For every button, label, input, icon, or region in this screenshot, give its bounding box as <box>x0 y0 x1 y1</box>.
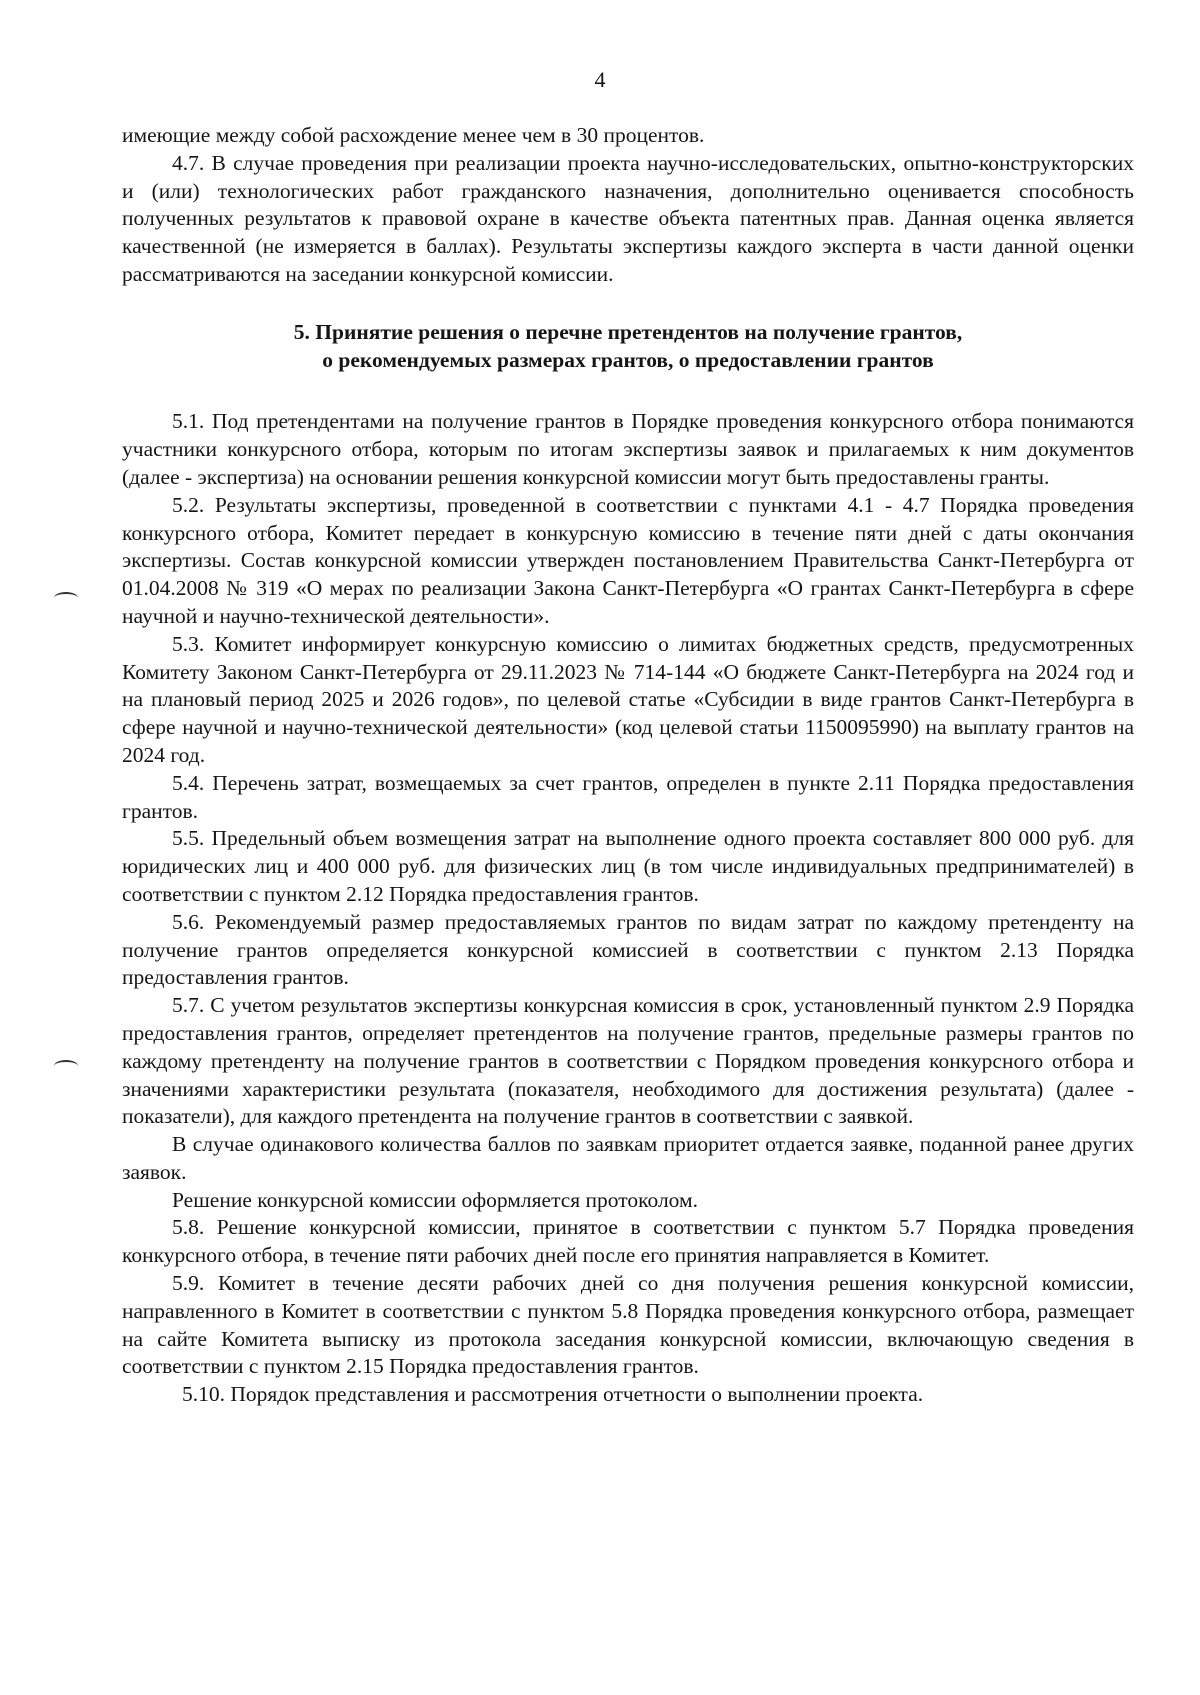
margin-pen-mark <box>54 592 78 604</box>
section-title <box>122 319 1134 375</box>
document-body <box>122 122 1134 1409</box>
margin-pen-mark <box>54 1060 78 1072</box>
paragraph-4-7: 4.7. В случае проведения при реализации проекта научно-исследовательских, опытно-конструкторских и (или) технологических работ гражданского назначения, дополнительно оценивается способность полученных результатов к правовой охране в качестве объекта патентных прав. Данная оценка является качественной (не измеряется в баллах). Результаты экспертизы каждого эксперта в части данной оценки рассматриваются на заседании конкурсной комиссии. <box>122 150 1134 286</box>
paragraph-protocol: Решение конкурсной комиссии оформляется протоколом. <box>172 1187 698 1212</box>
paragraph-5-8: 5.8. Решение конкурсной комиссии, принятое в соответствии с пунктом 5.7 Порядка проведения конкурсного отбора, в течение пяти рабочих дней после его принятия направляется в Комитет. <box>122 1215 1134 1268</box>
paragraph-continuation: имеющие между собой расхождение менее чем в 30 процентов. <box>122 123 705 147</box>
paragraph-5-10: 5.10. Порядок представления и рассмотрения отчетности о выполнении проекта. <box>182 1382 924 1407</box>
paragraph-5-1: 5.1. Под претендентами на получение грантов в Порядке проведения конкурсного отбора понимаются участники конкурсного отбора, которым по итогам экспертизы заявок и прилагаемых к ним документов (далее - экспертиза) на основании решения конкурсной комиссии могут быть предоставлены гранты. <box>122 409 1134 489</box>
paragraph-5-7: 5.7. С учетом результатов экспертизы конкурсная комиссия в срок, установленный пунктом 2.9 Порядка предоставления грантов, определяет претендентов на получение грантов, предельные размеры грантов по каждому претенденту на получение грантов в соответствии с Порядком проведения конкурсного отбора и значениями характеристики результата (показателя, необходимого для достижения результата) (далее - показатели), для каждого претендента на получение грантов в соответствии с заявкой. <box>122 993 1134 1129</box>
paragraph-5-9: 5.9. Комитет в течение десяти рабочих дней со дня получения решения конкурсной комиссии, направленного в Комитет в соответствии с пунктом 5.8 Порядка проведения конкурсного отбора, размещает на сайте Комитета выписку из протокола заседания конкурсной комиссии, включающую сведения в соответствии с пунктом 2.15 Порядка предоставления грантов. <box>122 1271 1134 1379</box>
paragraph-5-6: 5.6. Рекомендуемый размер предоставляемых грантов по видам затрат по каждому претенденту на получение грантов определяется конкурсной комиссией в соответствии с пунктом 2.13 Порядка предоставления грантов. <box>122 909 1134 990</box>
paragraph-5-2: 5.2. Результаты экспертизы, проведенной в соответствии с пунктами 4.1 - 4.7 Порядка проведения конкурсного отбора, Комитет передает в конкурсную комиссию в течение пяти дней с даты окончания экспертизы. Состав конкурсной комиссии утвержден постановлением Правительства Санкт-Петербурга от 01.04.2008 № 319 «О мерах по реализации Закона Санкт-Петербурга «О грантах Санкт-Петербурга в сфере научной и научно-технической деятельности». <box>122 492 1134 628</box>
paragraph-5-3: 5.3. Комитет информирует конкурсную комиссию о лимитах бюджетных средств, предусмотренных Комитету Законом Санкт-Петербурга от 29.11.2023 № 714-144 «О бюджете Санкт-Петербурга на 2024 год и на плановый период 2025 и 2026 годов», по целевой статье «Субсидии в виде грантов Санкт-Петербурга в сфере научной и научно-технической деятельности» (код целевой статьи 1150095990) на выплату грантов на 2024 год. <box>122 631 1134 767</box>
section-title-line-2: о рекомендуемых размерах грантов, о предоставлении грантов <box>322 347 934 372</box>
paragraph-5-5: 5.5. Предельный объем возмещения затрат на выполнение одного проекта составляет 800 000 руб. для юридических лиц и 400 000 руб. для физических лиц (в том числе индивидуальных предпринимателей) в соответствии с пунктом 2.12 Порядка предоставления грантов. <box>122 826 1134 906</box>
paragraph-5-4: 5.4. Перечень затрат, возмещаемых за счет грантов, определен в пункте 2.11 Порядка предоставления грантов. <box>122 770 1134 823</box>
paragraph-priority: В случае одинакового количества баллов по заявкам приоритет отдается заявке, поданной ранее других заявок. <box>122 1132 1134 1184</box>
section-title-line-1: 5. Принятие решения о перечне претендентов на получение грантов, <box>293 319 963 344</box>
page-number: 4 <box>594 67 606 92</box>
